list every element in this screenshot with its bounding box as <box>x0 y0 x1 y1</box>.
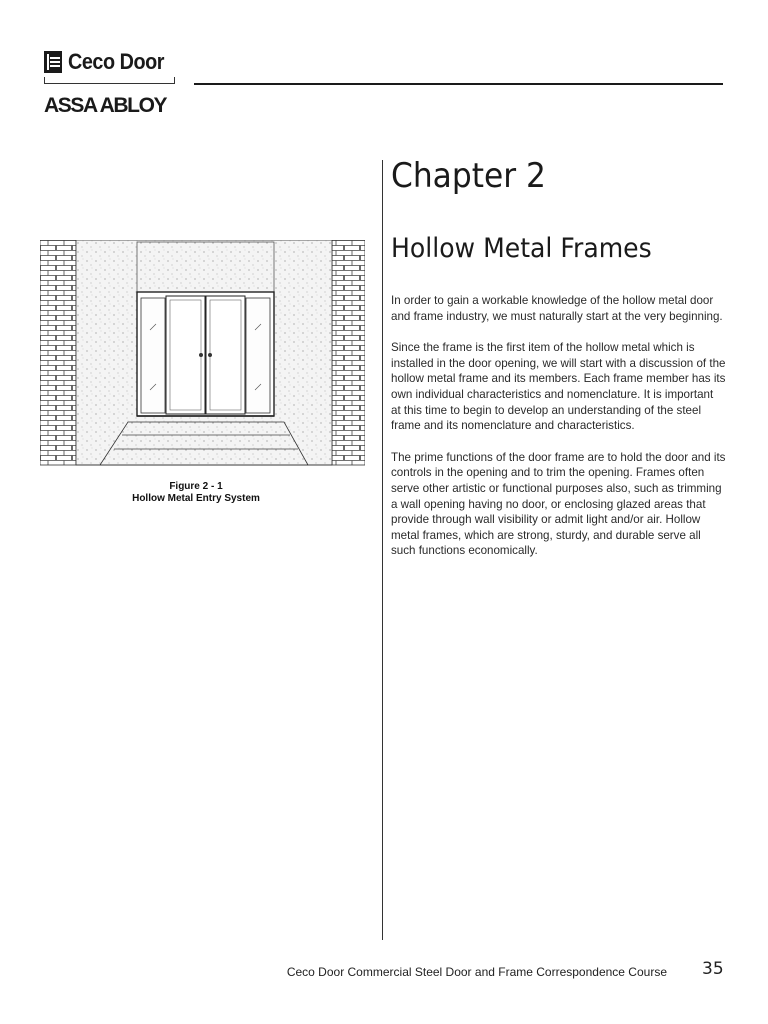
figure-caption-title: Hollow Metal Entry System <box>132 493 260 504</box>
page-number: 35 <box>702 959 724 979</box>
brand-name: Ceco Door <box>68 49 165 74</box>
figure-caption-number: Figure 2 - 1 <box>169 481 223 492</box>
logo-bracket <box>44 77 175 84</box>
paragraph-1: In order to gain a workable knowledge of the hollow metal door and frame industry, we must naturally start at the very beginning. <box>391 294 723 323</box>
entry-system-illustration <box>40 240 365 480</box>
footer-course-title: Ceco Door Commercial Steel Door and Frame Correspondence Course <box>286 965 667 979</box>
figure-caption <box>40 481 352 505</box>
header-rule <box>194 83 723 85</box>
paragraph-2: Since the frame is the first item of the hollow metal which is installed in the door opening, we will start with a discussion of the hollow metal frame and its members. Each frame member has its own individual characteristics and nomenclature. It is important at this time to begin to develop an understanding of the steel frame and its nomenclature and characteristics. <box>391 341 726 433</box>
sub-brand-name: ASSA ABLOY <box>44 94 167 117</box>
column-divider <box>382 160 383 940</box>
chapter-label: Chapter 2 <box>391 156 546 196</box>
body-text <box>391 293 726 575</box>
figure-entry-system <box>40 240 365 515</box>
ceco-door-logo <box>44 47 184 122</box>
section-title: Hollow Metal Frames <box>391 233 652 264</box>
paragraph-3: The prime functions of the door frame are to hold the door and its controls in the opening and to trim the opening. Frames often serve other artistic or functional purposes also, such as trimming a wall opening having no door, or enclosing glazed areas that provide through wall visibility or admit light and/or air. Hollow metal frames, which are strong, sturdy, and durable serve all such functions economically. <box>391 450 726 558</box>
ceco-logo-mark-icon <box>44 51 62 73</box>
